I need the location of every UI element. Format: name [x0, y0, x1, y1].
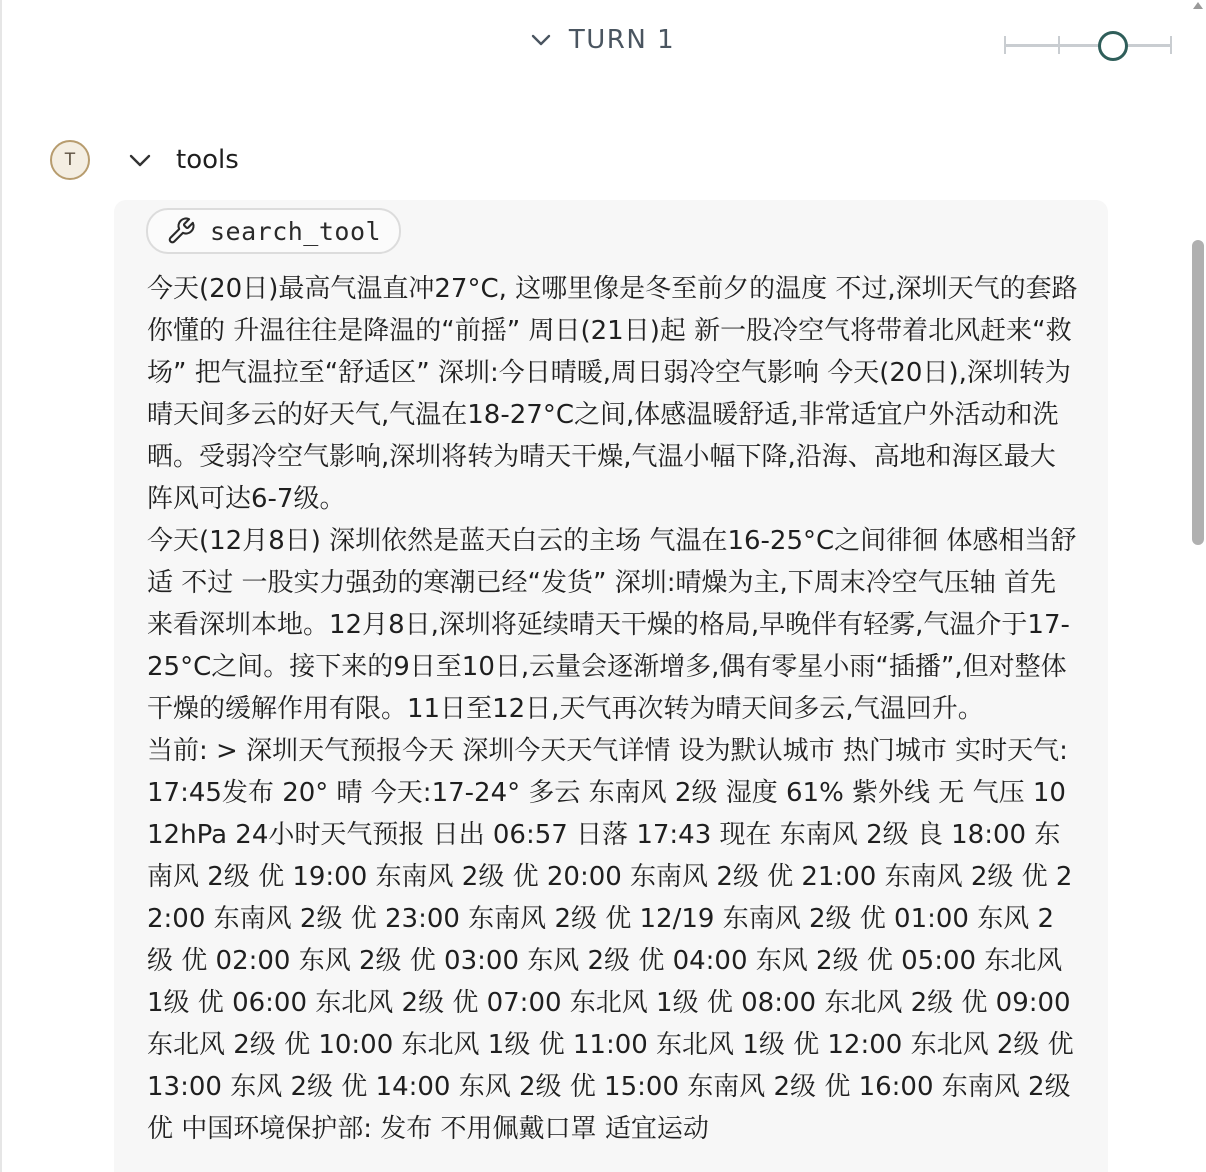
slider-thumb[interactable] [1098, 31, 1128, 61]
tool-result-card [114, 200, 1108, 1172]
turn-label: TURN 1 [568, 25, 676, 55]
chevron-down-icon [531, 33, 551, 47]
wrench-icon [166, 216, 196, 246]
slider-tick [1004, 36, 1006, 54]
tool-name-chip[interactable] [146, 208, 401, 254]
result-paragraph: 今天(12月8日) 深圳依然是蓝天白云的主场 气温在16-25°C之间徘徊 体感相当舒适 不过 一股实力强劲的寒潮已经“发货” 深圳:晴燥为主,下周末冷空气压轴 首先来看深圳本地。12月8日,深圳将延续晴天干燥的格局,早晚伴有轻雾,气温介于17-25°C之间。接下来的9日至10日,云量会逐渐增多,偶有零星小雨“插播”,但对整体干燥的缓解作用有限。11日至12日,天气再次转为晴天间多云,气温回升。 [147, 526, 1077, 724]
turn-slider[interactable] [1004, 30, 1172, 62]
tools-group-label: tools [176, 145, 239, 175]
slider-tick [1170, 36, 1172, 54]
avatar: T [50, 140, 90, 180]
turn-toggle-button[interactable] [531, 25, 675, 55]
scroll-up-arrow-icon[interactable] [1193, 2, 1203, 9]
tools-group-toggle[interactable] [128, 140, 239, 180]
slider-tick [1058, 36, 1060, 54]
scrollbar[interactable] [1190, 0, 1206, 1172]
result-paragraph: 当前: > 深圳天气预报今天 深圳今天天气详情 设为默认城市 热门城市 实时天气:17:45发布 20° 晴 今天:17-24° 多云 东南风 2级 湿度 61% 紫外线 无 气压 1012hPa 24小时天气预报 日出 06:57 日落 17:43 现在 东南风 2级 良 18:00 东南风 2级 优 19:00 东南风 2级 优 20:00 东南风 2级 优 21:00 东南风 2级 优 22:00 东南风 2级 优 23:00 东南风 2级 优 12/19 东南风 2级 优 01:00 东风 2级 优 02:00 东风 2级 优 03:00 东风 2级 优 04:00 东风 2级 优 05:00 东北风 1级 优 06:00 东北风 2级 优 07:00 东北风 1级 优 08:00 东北风 2级 优 09:00 东北风 2级 优 10:00 东北风 1级 优 11:00 东北风 1级 优 12:00 东北风 2级 优 13:00 东风 2级 优 14:00 东风 2级 优 15:00 东南风 2级 优 16:00 东南风 2级 优 中国环境保护部: 发布 不用佩戴口罩 适宜运动 [147, 736, 1074, 1144]
result-paragraph: 今天(20日)最高气温直冲27°C, 这哪里像是冬至前夕的温度 不过,深圳天气的套路你懂的 升温往往是降温的“前摇” 周日(21日)起 新一股冷空气将带着北风赶来“救场” 把气温拉至“舒适区” 深圳:今日晴暖,周日弱冷空气影响 今天(20日),深圳转为晴天间多云的好天气,气温在18-27°C之间,体感温暖舒适,非常适宜户外活动和洗晒。受弱冷空气影响,深圳将转为晴天干燥,气温小幅下降,沿海、高地和海区最大阵风可达6-7级。 [147, 274, 1078, 514]
scrollbar-thumb[interactable] [1192, 240, 1204, 545]
tool-name-label: search_tool [210, 216, 382, 246]
tool-result-text [147, 268, 1079, 1150]
slider-track [1004, 44, 1172, 47]
left-border [0, 0, 2, 1172]
chevron-down-icon [128, 152, 152, 168]
